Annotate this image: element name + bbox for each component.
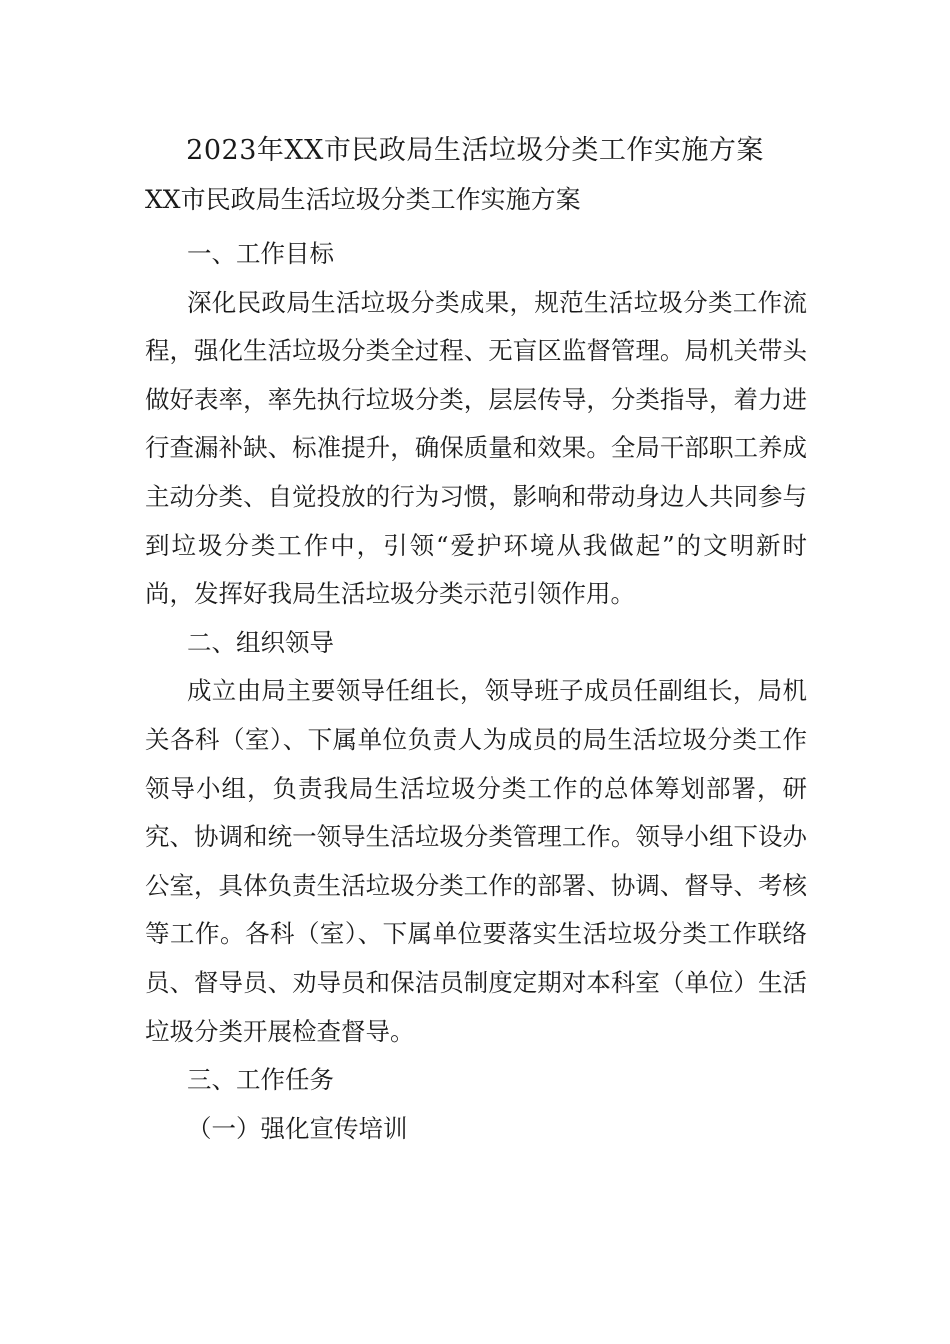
section-heading-leadership: 二、组织领导: [187, 627, 334, 657]
section-paragraph-leadership: 成立由局主要领导任组长，领导班子成员任副组长，局机关各科（室）、下属单位负责人为成员的局生活垃圾分类工作领导小组，负责我局生活垃圾分类工作的总体筹划部署，研究、协调和统一领导生活垃圾分类管理工作。领导小组下设办公室，具体负责生活垃圾分类工作的部署、协调、督导、考核等工作。各科（室）、下属单位要落实生活垃圾分类工作联络员、督导员、劝导员和保洁员制度定期对本科室（单位）生活垃圾分类开展检查督导。: [145, 676, 807, 1046]
section-subheading-publicity: （一）强化宣传培训: [187, 1113, 408, 1143]
section-heading-tasks: 三、工作任务: [187, 1065, 334, 1095]
document-subtitle: XX市民政局生活垃圾分类工作实施方案: [145, 185, 581, 214]
document-title: 2023年XX市民政局生活垃圾分类工作实施方案: [186, 135, 764, 166]
section-paragraph-goals: 深化民政局生活垃圾分类成果，规范生活垃圾分类工作流程，强化生活垃圾分类全过程、无盲区监督管理。局机关带头做好表率，率先执行垃圾分类，层层传导，分类指导，着力进行查漏补缺、标准提升，确保质量和效果。全局干部职工养成主动分类、自觉投放的行为习惯，影响和带动身边人共同参与到垃圾分类工作中，引领“爱护环境从我做起”的文明新时尚，发挥好我局生活垃圾分类示范引领作用。: [145, 287, 807, 609]
section-heading-goals: 一、工作目标: [187, 239, 334, 268]
document-body: [145, 230, 807, 1153]
